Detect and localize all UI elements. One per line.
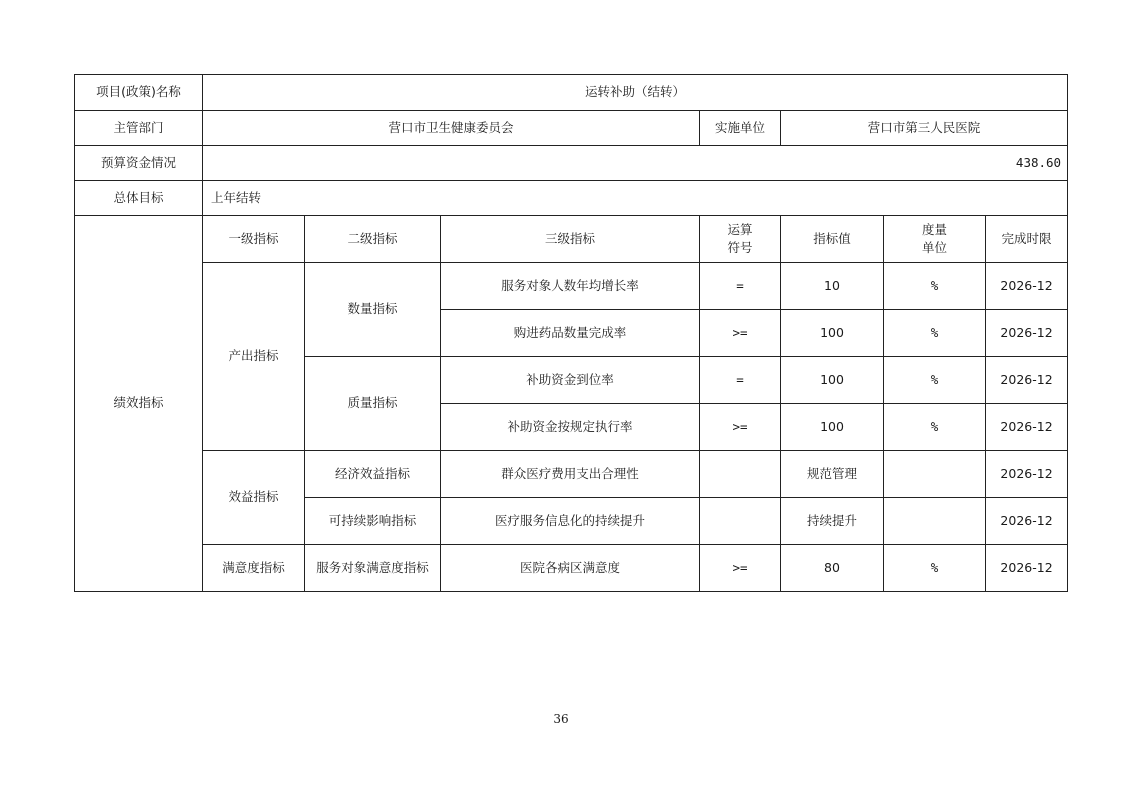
operator-cell: >=: [700, 310, 781, 357]
indicator-cell: 医疗服务信息化的持续提升: [441, 498, 700, 545]
department-row: [75, 111, 1068, 146]
indicator-cell: 医院各病区满意度: [441, 545, 700, 592]
unit-cell: %: [884, 263, 986, 310]
header-operator: [700, 216, 781, 263]
header-unit-line2: 单位: [921, 240, 947, 255]
operator-cell: >=: [700, 404, 781, 451]
goal-label: 总体目标: [75, 181, 203, 216]
header-operator-line1: 运算: [727, 221, 753, 237]
indicator-cell: 购进药品数量完成率: [441, 310, 700, 357]
value-cell: 100: [781, 310, 884, 357]
level2-economic: 经济效益指标: [305, 451, 441, 498]
budget-row: [75, 146, 1068, 181]
operator-cell: [700, 451, 781, 498]
budget-value: 438.60: [203, 146, 1068, 181]
deadline-cell: 2026-12: [986, 357, 1068, 404]
value-cell: 规范管理: [781, 451, 884, 498]
level1-output: 产出指标: [203, 263, 305, 451]
unit-cell: %: [884, 545, 986, 592]
level2-sustainable: 可持续影响指标: [305, 498, 441, 545]
table-row: [75, 545, 1068, 592]
deadline-cell: 2026-12: [986, 310, 1068, 357]
performance-table: [74, 74, 1068, 592]
header-unit-line1: 度量: [921, 221, 947, 237]
goal-value: 上年结转: [203, 181, 1068, 216]
header-level3: 三级指标: [441, 216, 700, 263]
level2-quantity: 数量指标: [305, 263, 441, 357]
page-number: 36: [553, 712, 569, 726]
deadline-cell: 2026-12: [986, 498, 1068, 545]
unit-cell: %: [884, 357, 986, 404]
value-cell: 80: [781, 545, 884, 592]
operator-cell: [700, 498, 781, 545]
header-operator-line2: 符号: [727, 240, 753, 255]
header-unit: [884, 216, 986, 263]
indicator-cell: 服务对象人数年均增长率: [441, 263, 700, 310]
project-name-label: 项目(政策)名称: [75, 75, 203, 111]
value-cell: 10: [781, 263, 884, 310]
unit-cell: %: [884, 310, 986, 357]
impl-unit-label: 实施单位: [700, 111, 781, 146]
operator-cell: >=: [700, 545, 781, 592]
table-row: [75, 451, 1068, 498]
impl-unit-value: 营口市第三人民医院: [781, 111, 1068, 146]
level1-benefit: 效益指标: [203, 451, 305, 545]
indicator-cell: 群众医疗费用支出合理性: [441, 451, 700, 498]
value-cell: 持续提升: [781, 498, 884, 545]
deadline-cell: 2026-12: [986, 263, 1068, 310]
deadline-cell: 2026-12: [986, 404, 1068, 451]
header-level1: 一级指标: [203, 216, 305, 263]
indicator-cell: 补助资金到位率: [441, 357, 700, 404]
perf-header-row: [75, 216, 1068, 263]
goal-row: [75, 181, 1068, 216]
perf-section-label: 绩效指标: [75, 216, 203, 592]
unit-cell: [884, 451, 986, 498]
level2-quality: 质量指标: [305, 357, 441, 451]
operator-cell: =: [700, 357, 781, 404]
header-deadline: 完成时限: [986, 216, 1068, 263]
value-cell: 100: [781, 357, 884, 404]
header-value: 指标值: [781, 216, 884, 263]
deadline-cell: 2026-12: [986, 545, 1068, 592]
indicator-cell: 补助资金按规定执行率: [441, 404, 700, 451]
level2-service-satisfaction: 服务对象满意度指标: [305, 545, 441, 592]
dept-label: 主管部门: [75, 111, 203, 146]
value-cell: 100: [781, 404, 884, 451]
budget-label: 预算资金情况: [75, 146, 203, 181]
project-name-value: 运转补助（结转）: [203, 75, 1068, 111]
project-name-row: [75, 75, 1068, 111]
level1-satisfaction: 满意度指标: [203, 545, 305, 592]
table-row: [75, 263, 1068, 310]
unit-cell: [884, 498, 986, 545]
unit-cell: %: [884, 404, 986, 451]
operator-cell: =: [700, 263, 781, 310]
header-level2: 二级指标: [305, 216, 441, 263]
dept-value: 营口市卫生健康委员会: [203, 111, 700, 146]
deadline-cell: 2026-12: [986, 451, 1068, 498]
